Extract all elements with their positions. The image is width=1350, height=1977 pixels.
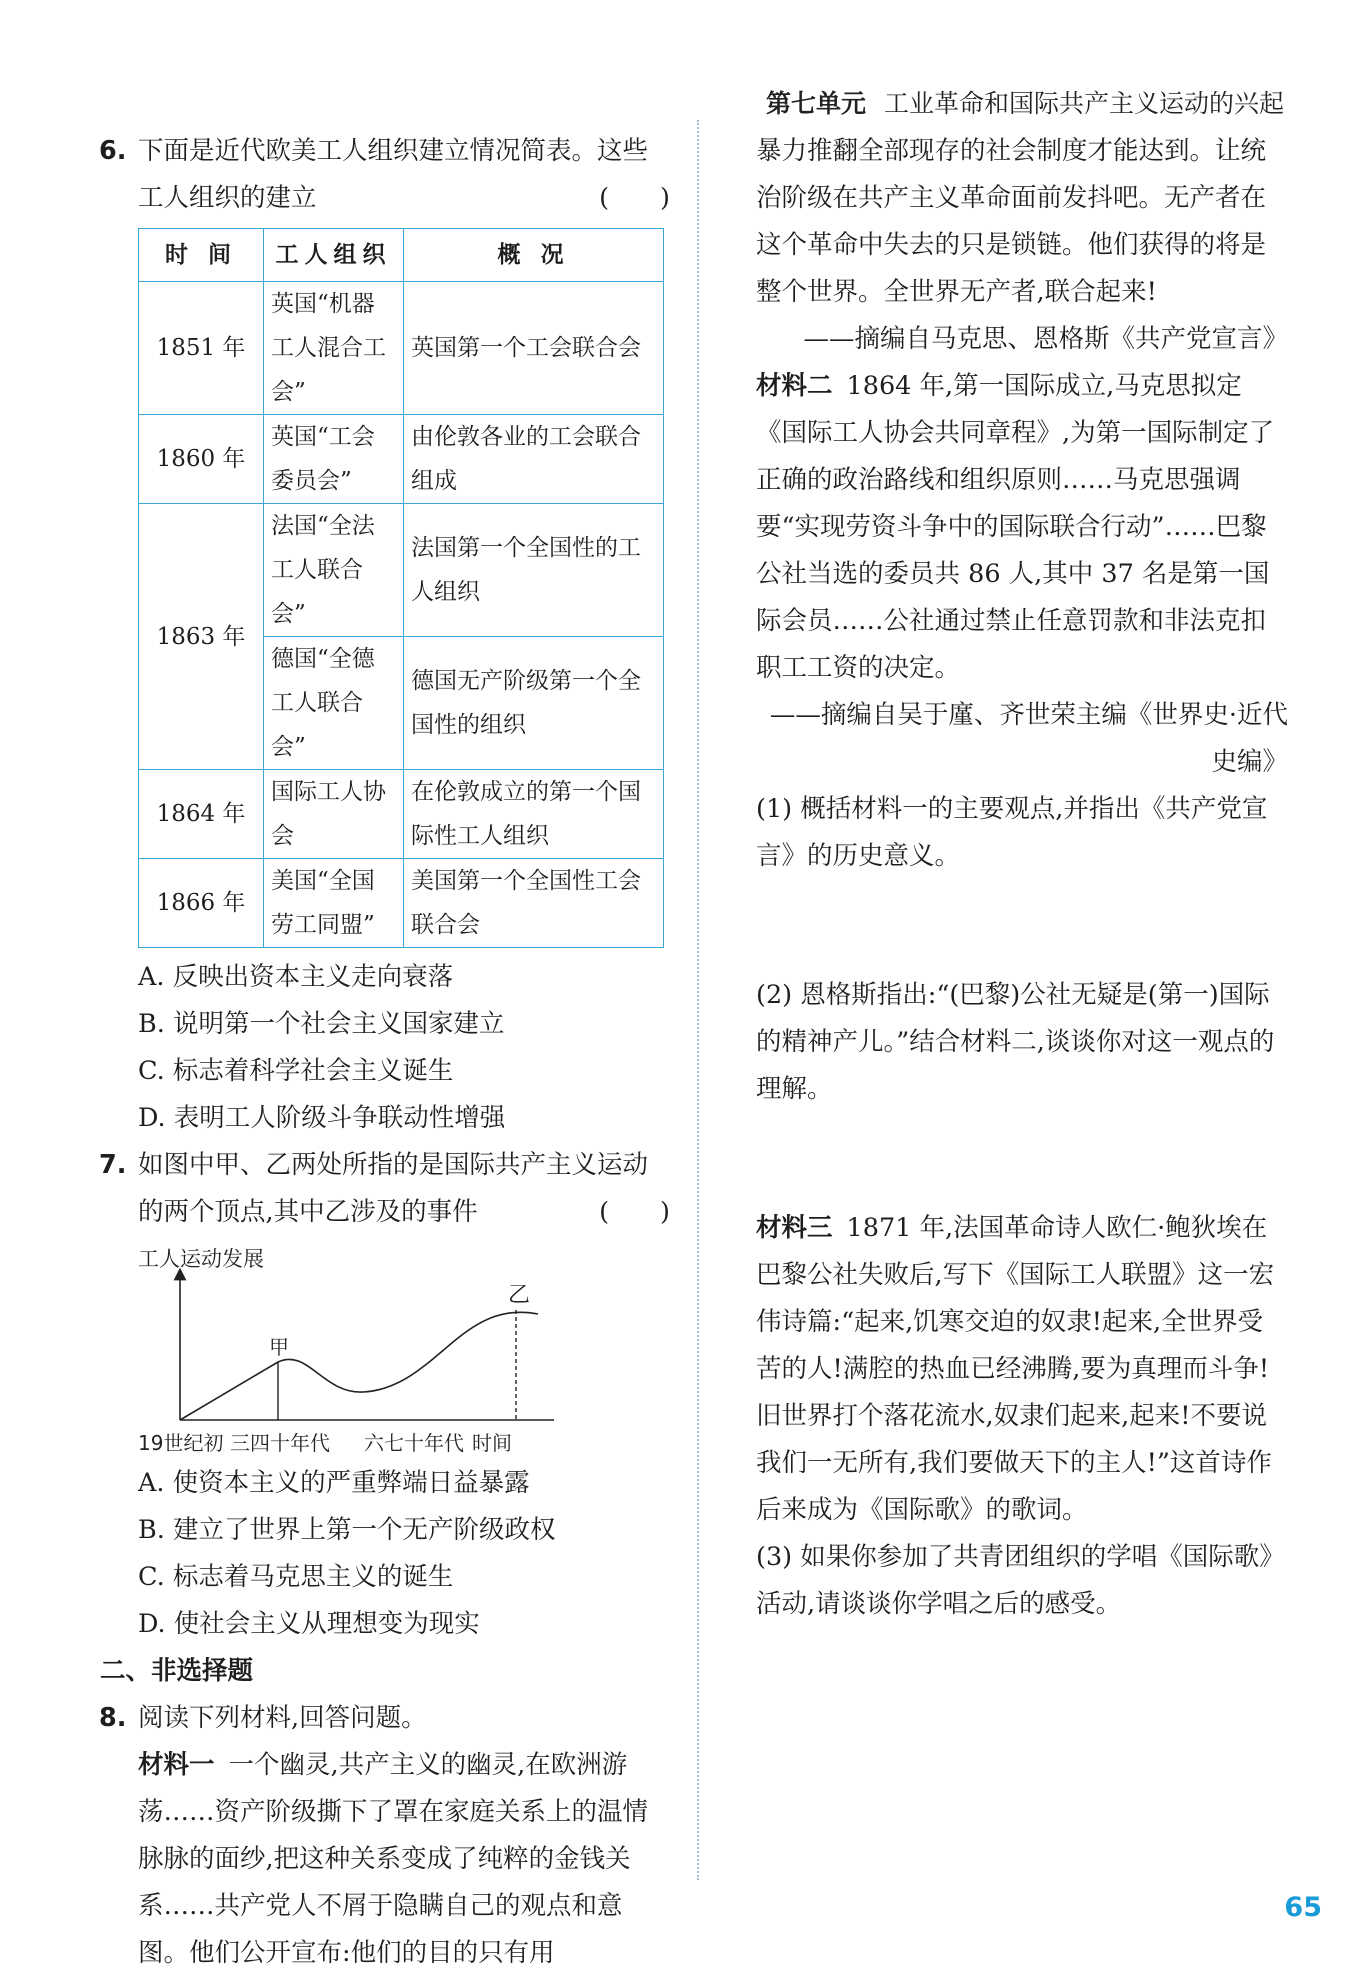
y-axis-label: 工人运动发展 xyxy=(138,1247,264,1271)
question-number: 8. xyxy=(99,1703,127,1733)
material-1-text: 一个幽灵,共产主义的幽灵,在欧洲游荡……资产阶级撕下了罩在家庭关系上的温情脉脉的面纱,把这种关系变成了纯粹的金钱关系……共产党人不屑于隐瞒自己的观点和意图。他们公开宣布:他们的目的只有用 xyxy=(138,1750,649,1968)
table-cell-org: 法国“全法工人联合会” xyxy=(264,504,404,637)
answer-space xyxy=(756,1159,1288,1205)
table-cell-desc: 法国第一个全国性的工人组织 xyxy=(404,504,664,637)
table-cell-org: 英国“机器工人混合工会” xyxy=(264,282,404,415)
table-cell-year: 1863 年 xyxy=(139,504,264,770)
material-2-source-line-1: ——摘编自吴于廑、齐世荣主编《世界史·近代 xyxy=(769,700,1288,730)
table-cell-org: 德国“全德工人联合会” xyxy=(264,637,404,770)
table-cell-year: 1866 年 xyxy=(139,859,264,948)
table-cell-year: 1851 年 xyxy=(139,282,264,415)
question-8 xyxy=(100,1695,670,1742)
option-a: A. 使资本主义的严重弊端日益暴露 xyxy=(138,1468,530,1498)
material-3-label: 材料三 xyxy=(756,1213,833,1243)
table-header-cell: 概 况 xyxy=(404,229,664,282)
table-header-cell: 工人组织 xyxy=(264,229,404,282)
table-cell-desc: 德国无产阶级第一个全国性的组织 xyxy=(404,637,664,770)
table-cell-desc: 美国第一个全国性工会联合会 xyxy=(404,859,664,948)
material-1-source: ——摘编自马克思、恩格斯《共产党宣言》 xyxy=(803,324,1288,354)
sub-question-3: (3) 如果你参加了共青团组织的学唱《国际歌》活动,请谈谈你学唱之后的感受。 xyxy=(756,1542,1285,1619)
table-cell-desc: 在伦敦成立的第一个国际性工人组织 xyxy=(404,770,664,859)
sub-question-2: (2) 恩格斯指出:“(巴黎)公社无疑是(第一)国际的精神产儿。”结合材料二,谈谈你对这一观点的理解。 xyxy=(756,980,1275,1104)
answer-space xyxy=(756,880,1288,926)
option-c: C. 标志着马克思主义的诞生 xyxy=(138,1562,454,1592)
answer-space xyxy=(756,1113,1288,1159)
question-stem: 如图中甲、乙两处所指的是国际共产主义运动的两个顶点,其中乙涉及的事件 ( ) xyxy=(138,1142,670,1236)
question-6 xyxy=(100,128,670,222)
question-stem: 下面是近代欧美工人组织建立情况简表。这些工人组织的建立 ( ) xyxy=(138,128,670,222)
table-row xyxy=(139,504,664,637)
option-a: A. 反映出资本主义走向衰落 xyxy=(138,962,454,992)
page-number: 65 xyxy=(1284,1892,1322,1923)
material-1-part-1 xyxy=(100,1742,670,1977)
peak-2-label: 乙 xyxy=(508,1283,531,1308)
material-2-label: 材料二 xyxy=(756,371,833,401)
left-column xyxy=(100,128,670,1977)
answer-bracket: ( ) xyxy=(599,183,670,213)
material-2-source-line-2: 史编》 xyxy=(1211,747,1288,777)
workers-organizations-table xyxy=(138,228,664,948)
development-curve xyxy=(180,1312,538,1420)
right-column xyxy=(756,128,1288,1628)
question-7 xyxy=(100,1142,670,1236)
peak-1-label: 甲 xyxy=(269,1335,289,1359)
option-c: C. 标志着科学社会主义诞生 xyxy=(138,1056,454,1086)
material-2 xyxy=(756,363,1288,692)
x-axis-label: 时间 xyxy=(472,1431,512,1455)
column-divider xyxy=(697,120,699,1880)
material-1-label: 材料一 xyxy=(138,1750,215,1780)
option-d: D. 使社会主义从理想变为现实 xyxy=(138,1609,480,1639)
unit-title: 工业革命和国际共产主义运动的兴起 xyxy=(883,89,1284,118)
table-row xyxy=(139,770,664,859)
section-title: 二、非选择题 xyxy=(100,1656,254,1686)
question-stem: 阅读下列材料,回答问题。 xyxy=(138,1703,427,1733)
unit-label: 第七单元 xyxy=(765,89,866,118)
table-cell-org: 国际工人协会 xyxy=(264,770,404,859)
page-header xyxy=(766,84,1284,120)
table-row xyxy=(139,282,664,415)
material-2-text: 1864 年,第一国际成立,马克思拟定《国际工人协会共同章程》,为第一国际制定了正确的政治路线和组织原则……马克思强调要“实现劳资斗争中的国际联合行动”……巴黎公社当选的委员共 86 人,其中 37 名是第一国际会员……公社通过禁止任意罚款和非法克扣职工工资的决定。 xyxy=(756,371,1275,683)
x-tick-mid: 三四十年代 xyxy=(230,1431,330,1455)
table-row xyxy=(139,415,664,504)
option-b: B. 说明第一个社会主义国家建立 xyxy=(138,1009,505,1039)
answer-space xyxy=(756,926,1288,972)
answer-bracket: ( ) xyxy=(599,1197,670,1227)
table-cell-desc: 英国第一个工会联合会 xyxy=(404,282,664,415)
table-cell-desc: 由伦敦各业的工会联合组成 xyxy=(404,415,664,504)
table-cell-year: 1860 年 xyxy=(139,415,264,504)
chart-svg xyxy=(138,1244,638,1456)
table-cell-org: 美国“全国劳工同盟” xyxy=(264,859,404,948)
table-header-row xyxy=(139,229,664,282)
table-header-cell: 时 间 xyxy=(139,229,264,282)
question-number: 6. xyxy=(99,136,127,166)
material-3 xyxy=(756,1205,1288,1534)
option-d: D. 表明工人阶级斗争联动性增强 xyxy=(138,1103,506,1133)
x-tick-start: 19世纪初 xyxy=(138,1431,224,1455)
x-tick-end: 六七十年代 xyxy=(364,1431,464,1455)
material-1-part-2: 暴力推翻全部现存的社会制度才能达到。让统治阶级在共产主义革命面前发抖吧。无产者在这个革命中失去的只是锁链。他们获得的将是整个世界。全世界无产者,联合起来! xyxy=(756,136,1267,307)
table-cell-org: 英国“工会委员会” xyxy=(264,415,404,504)
option-b: B. 建立了世界上第一个无产阶级政权 xyxy=(138,1515,556,1545)
sub-question-1: (1) 概括材料一的主要观点,并指出《共产党宣言》的历史意义。 xyxy=(756,794,1268,871)
table-row xyxy=(139,859,664,948)
material-3-text: 1871 年,法国革命诗人欧仁·鲍狄埃在巴黎公社失败后,写下《国际工人联盟》这一宏伟诗篇:“起来,饥寒交迫的奴隶!起来,全世界受苦的人!满腔的热血已经沸腾,要为真理而斗争!旧世界打个落花流水,奴隶们起来,起来!不要说我们一无所有,我们要做天下的主人!”这首诗作后来成为《国际歌》的歌词。 xyxy=(756,1213,1275,1525)
table-cell-year: 1864 年 xyxy=(139,770,264,859)
workers-movement-chart xyxy=(138,1244,638,1456)
question-number: 7. xyxy=(99,1150,127,1180)
